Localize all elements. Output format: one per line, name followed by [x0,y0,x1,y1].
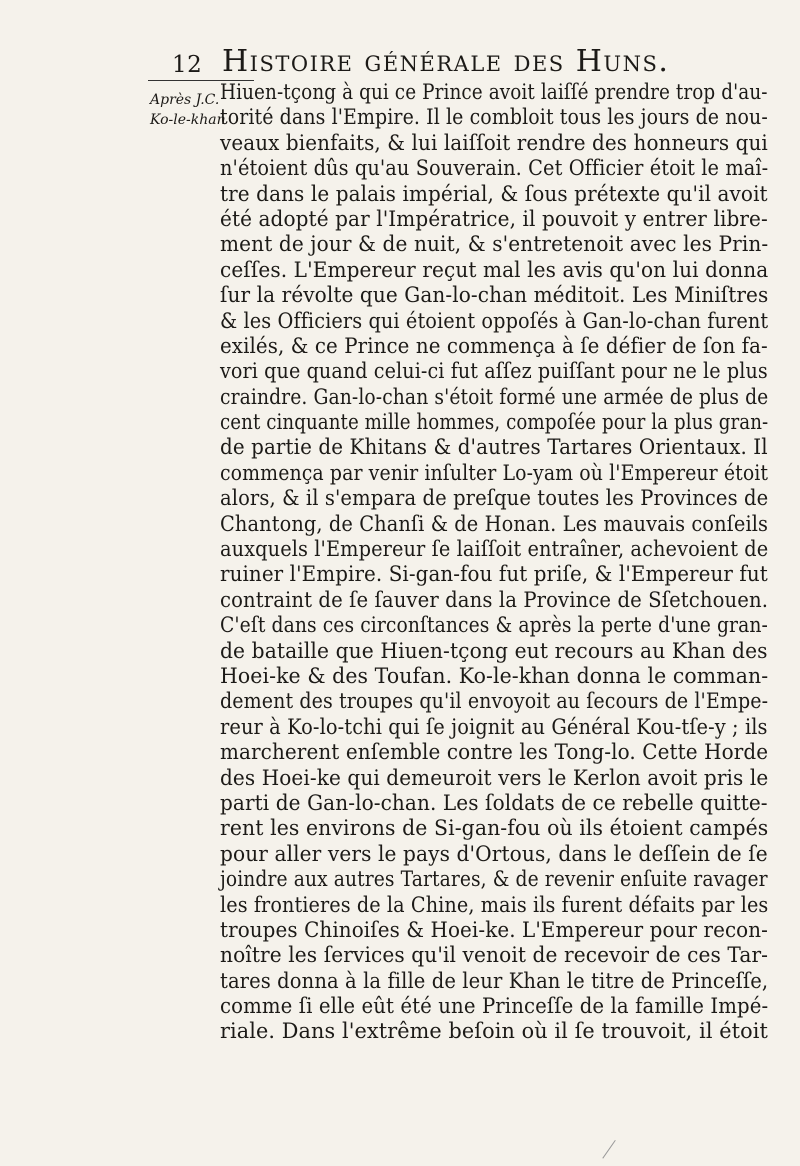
text-line: rent les environs de Si-gan-fou où ils étoient campés [220,816,769,842]
text-line: Hoei-ke & des Toufan. Ko-le-khan donna le comman- [220,663,769,689]
text-line: tares donna à la fille de leur Khan le titre de Princeſſe, [220,968,769,994]
ink-stroke-mark [602,1140,620,1162]
text-line: commença par venir inſulter Lo-yam où l'Empereur étoit [220,460,769,486]
text-line: dement des troupes qu'il envoyoit au ſecours de l'Empe- [220,689,769,715]
text-line: de partie de Khitans & d'autres Tartares Orientaux. Il [220,435,768,461]
text-line: exilés, & ce Prince ne commença à ſe défier de ſon fa- [220,333,768,359]
margin-note-date: Après J.C. [150,92,220,108]
text-line: parti de Gan-lo-chan. Les ſoldats de ce rebelle quitte- [220,790,768,816]
text-line: joindre aux autres Tartares, & de revenir enſuite ravager [220,867,768,893]
text-line: riale. Dans l'extrême beſoin où il ſe trouvoit, il étoit [220,1019,768,1045]
text-line: & les Officiers qui étoient oppoſés à Gan-lo-chan furent [220,308,769,334]
text-line: Hiuen-tçong à qui ce Prince avoit laiſſé prendre trop d'au- [220,80,768,105]
text-line: comme ſi elle eût été une Princeſſe de la famille Impé- [220,994,769,1020]
margin-note-ruler: Ko-le-khan [150,112,226,128]
text-line: torité dans l'Empire. Il le combloit tous les jours de nou- [220,105,768,131]
text-line: ruiner l'Empire. Si-gan-fou fut priſe, & l'Empereur fut [220,562,768,588]
text-line: contraint de ſe ſauver dans la Province de Sſetchouen. [220,587,769,613]
page-header [172,44,732,84]
text-line: Chantong, de Chanſi & de Honan. Les mauvais conſeils [220,511,769,537]
text-line: auxquels l'Empereur ſe laiſſoit entraîner, achevoient de [220,537,769,563]
text-line: pour aller vers le pays d'Ortous, dans le deſſein de ſe [220,841,768,867]
text-line: vori que quand celui-ci fut aſſez puiſſant pour ne le plus [220,359,768,385]
text-line: les frontieres de la Chine, mais ils furent défaits par les [220,892,769,918]
page-number: 12 [172,52,203,78]
text-line: veaux bienfaits, & lui laiſſoit rendre des honneurs qui [220,130,768,156]
text-line: alors, & il s'empara de preſque toutes les Provinces de [220,486,769,512]
text-line: été adopté par l'Impératrice, il pouvoit y entrer libre- [220,206,768,232]
text-line: n'étoient dûs qu'au Souverain. Cet Officier étoit le maî- [220,156,769,182]
text-line: noître les ſervices qu'il venoit de recevoir de ces Tar- [220,943,769,969]
text-line: ſur la révolte que Gan-lo-chan méditoit. Les Miniſtres [220,283,769,309]
text-line: reur à Ko-lo-tchi qui ſe joignit au Général Kou-tſe-y ; ils [220,714,768,740]
body-text [220,80,770,1045]
text-line: craindre. Gan-lo-chan s'étoit formé une armée de plus de [220,384,769,410]
text-line: troupes Chinoiſes & Hoei-ke. L'Empereur pour recon- [220,917,768,943]
text-line: marcherent enſemble contre les Tong-lo. Cette Horde [220,740,769,766]
margin-note [150,90,226,130]
text-line: tre dans le palais impérial, & ſous prétexte qu'il avoit [220,181,768,207]
text-line: des Hoei-ke qui demeuroit vers le Kerlon avoit pris le [220,765,769,791]
text-line: C'eſt dans ces circonſtances & après la perte d'une gran- [220,613,768,639]
text-line: ment de jour & de nuit, & s'entretenoit avec les Prin- [220,232,769,258]
text-line: de bataille que Hiuen-tçong eut recours au Khan des [220,638,768,664]
text-line: ceſſes. L'Empereur reçut mal les avis qu'on lui donna [220,257,769,283]
running-title: Histoire générale des Huns. [222,44,670,79]
text-line: cent cinquante mille hommes, compoſée pour la plus gran- [220,410,769,436]
